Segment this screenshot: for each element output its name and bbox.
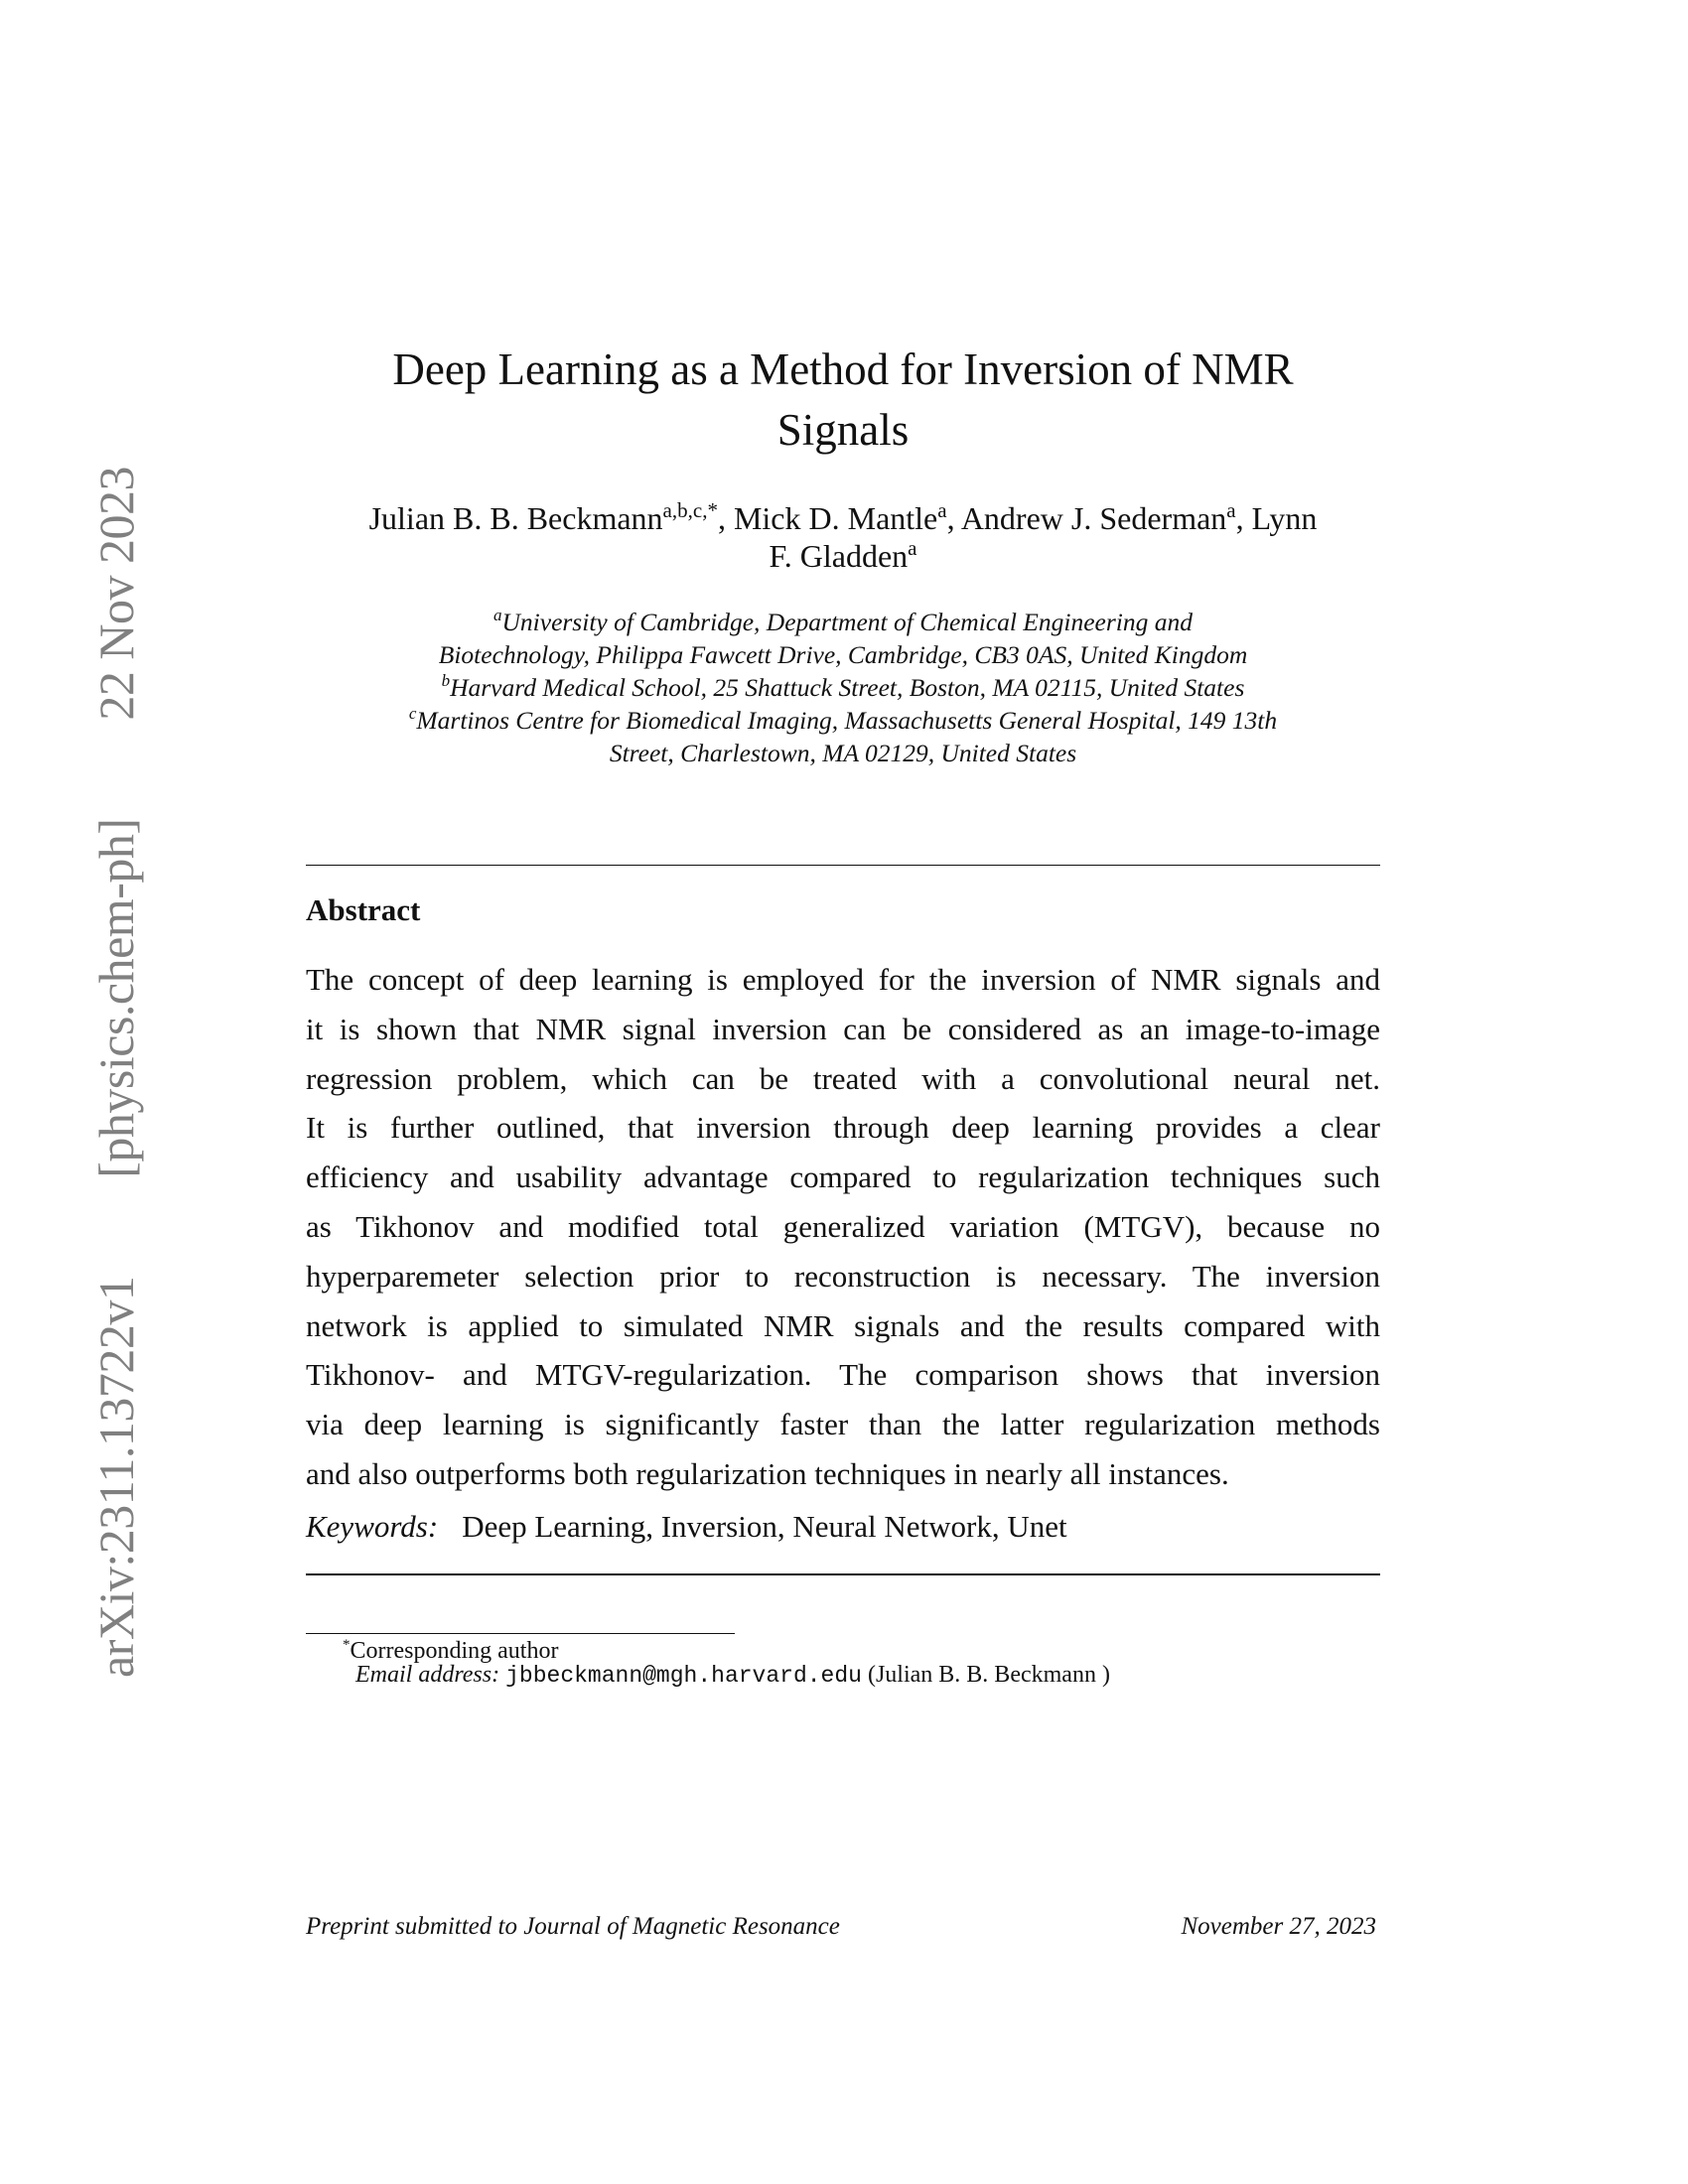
paper-title xyxy=(306,340,1380,461)
abstract-line: regression problem, which can be treated with a convolutional neural net. xyxy=(306,1060,1380,1096)
footnote-rule xyxy=(306,1633,735,1634)
footnote-corresponding xyxy=(343,1637,1110,1664)
abstract-bottom-rule xyxy=(306,1573,1380,1575)
footnote xyxy=(343,1637,1110,1689)
footnote-email-line xyxy=(343,1661,1110,1689)
title-line-2: Signals xyxy=(776,405,910,455)
author-list xyxy=(306,499,1380,575)
corresponding-author-label: Corresponding author xyxy=(350,1638,559,1664)
affiliation-text: Biotechnology, Philippa Fawcett Drive, Cambridge, CB3 0AS, United Kingdom xyxy=(438,640,1248,669)
author-affil-mark: a,b,c,* xyxy=(662,498,718,522)
abstract-line: it is shown that NMR signal inversion can be considered as an image-to-image xyxy=(306,1011,1380,1046)
affiliation-line xyxy=(306,704,1380,737)
affiliation-mark: c xyxy=(408,704,417,723)
footer-journal: Preprint submitted to Journal of Magnetic Resonance xyxy=(306,1913,840,1940)
abstract-body xyxy=(306,955,1380,1499)
affiliation-line xyxy=(306,606,1380,638)
title-line-1: Deep Learning as a Method for Inversion of NMR xyxy=(392,344,1294,394)
affiliation-text: University of Cambridge, Department of Chemical Engineering and xyxy=(501,608,1193,636)
author-separator: , xyxy=(946,500,961,536)
keywords-label: Keywords: xyxy=(306,1509,439,1544)
author-name: Andrew J. Sederman xyxy=(960,500,1227,536)
email-label: Email address: xyxy=(355,1661,500,1688)
author-name: Mick D. Mantle xyxy=(733,500,938,536)
author-separator: , xyxy=(717,500,734,536)
author-affil-mark: a xyxy=(1226,498,1236,522)
abstract-line: as Tikhonov and modified total generalized variation (MTGV), because no xyxy=(306,1208,1380,1244)
abstract-line: Tikhonov- and MTGV-regularization. The comparison shows that inversion xyxy=(306,1357,1380,1393)
author-name: F. Gladden xyxy=(769,538,909,574)
email-owner: (Julian B. B. Beckmann ) xyxy=(867,1661,1110,1688)
author-affil-mark: a xyxy=(908,536,917,560)
abstract-line: and also outperforms both regularization techniques in nearly all instances. xyxy=(306,1455,1229,1491)
abstract-line: hyperparemeter selection prior to reconstruction is necessary. The inversion xyxy=(306,1258,1380,1294)
abstract-heading: Abstract xyxy=(306,892,421,927)
abstract-line: network is applied to simulated NMR signals and the results compared with xyxy=(306,1307,1380,1343)
arxiv-category: [physics.chem-ph] xyxy=(88,818,144,1178)
author-separator: , Lynn xyxy=(1235,500,1318,536)
affiliation-mark: a xyxy=(493,606,502,624)
footer-date: November 27, 2023 xyxy=(1181,1913,1376,1940)
author-name: Julian B. B. Beckmann xyxy=(368,500,663,536)
abstract-line: efficiency and usability advantage compared to regularization techniques such xyxy=(306,1160,1380,1195)
affiliation-text: Martinos Centre for Biomedical Imaging, Massachusetts General Hospital, 149 13th xyxy=(416,706,1278,735)
page-footer xyxy=(306,1911,1376,1943)
arxiv-date: 22 Nov 2023 xyxy=(88,467,144,721)
abstract-line: via deep learning is significantly faster than the latter regularization methods xyxy=(306,1407,1380,1442)
affiliation-text: Harvard Medical School, 25 Shattuck Street, Boston, MA 02115, United States xyxy=(450,673,1245,702)
keywords-text: Deep Learning, Inversion, Neural Network, Unet xyxy=(462,1509,1067,1544)
affiliation-line xyxy=(306,638,1380,671)
affiliation-line xyxy=(306,737,1380,769)
email-link[interactable]: jbbeckmann@mgh.harvard.edu xyxy=(505,1662,862,1689)
abstract-top-rule xyxy=(306,865,1380,866)
affiliation-list xyxy=(306,606,1380,769)
affiliation-mark: b xyxy=(441,671,451,690)
abstract-line: It is further outlined, that inversion through deep learning provides a clear xyxy=(306,1110,1380,1146)
abstract-line: The concept of deep learning is employed for the inversion of NMR signals and xyxy=(306,962,1380,997)
keywords xyxy=(306,1507,1380,1547)
footnote-mark: * xyxy=(343,1637,351,1653)
affiliation-text: Street, Charlestown, MA 02129, United States xyxy=(609,739,1077,767)
affiliation-line xyxy=(306,671,1380,704)
arxiv-stamp xyxy=(88,467,144,1678)
arxiv-id: arXiv:2311.13722v1 xyxy=(88,1276,144,1678)
author-affil-mark: a xyxy=(937,498,947,522)
